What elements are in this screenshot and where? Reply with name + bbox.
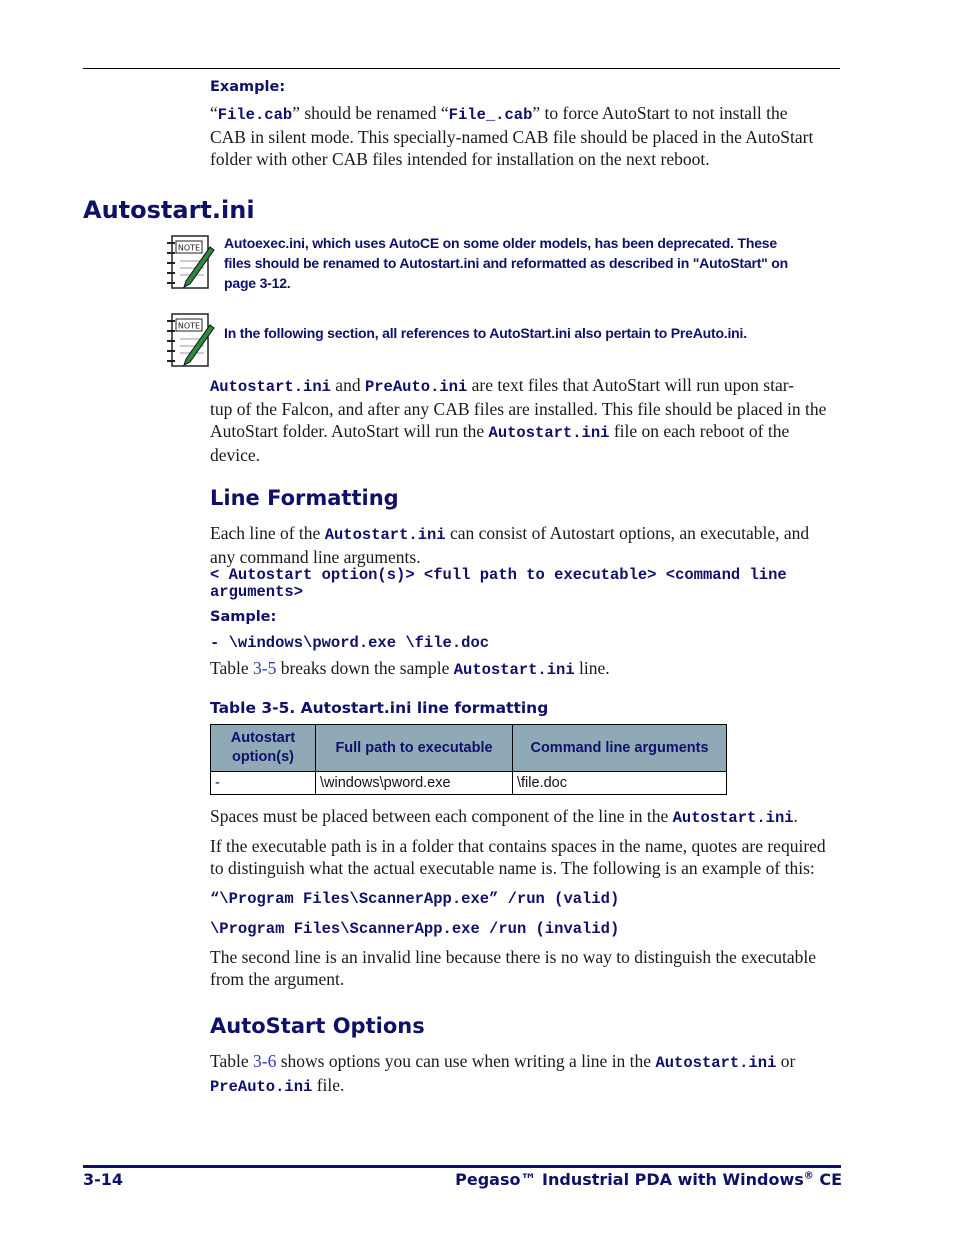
table-row xyxy=(211,772,727,795)
table-cell: \windows\pword.exe xyxy=(316,772,513,795)
note-text xyxy=(224,233,844,293)
quotes-paragraph xyxy=(210,835,850,879)
example-paragraph xyxy=(210,102,850,170)
table-caption: Table 3-5. Autostart.ini line formatting xyxy=(210,699,549,717)
top-rule xyxy=(83,68,840,69)
note-line: In the following section, all references to AutoStart.ini also pertain to PreAuto.ini. xyxy=(224,325,747,341)
table-reference-line: Table 3-5 breaks down the sample Autostart.ini line. xyxy=(210,658,610,679)
intro-line-2: tup of the Falcon, and after any CAB files are installed. This file should be placed in the xyxy=(210,399,827,419)
intro-line-4: device. xyxy=(210,445,261,465)
header-autostart-options: Autostart option(s) xyxy=(211,725,316,772)
section-title: Autostart.ini xyxy=(83,196,255,224)
table-3-6-link[interactable]: 3-6 xyxy=(253,1051,277,1071)
table-cell: - xyxy=(211,772,316,795)
line-formatting-paragraph xyxy=(210,522,845,568)
lf-line-2: any command line arguments. xyxy=(210,547,421,567)
note-line: Autoexec.ini, which uses AutoCE on some older models, has been deprecated. These xyxy=(224,235,777,251)
intro-line-3: AutoStart folder. AutoStart will run the Autostart.ini file on each reboot of the xyxy=(210,421,790,442)
invalid-line: The second line is an invalid line because there is no way to distinguish the executable xyxy=(210,947,817,967)
sample-code: - \windows\pword.exe \file.doc xyxy=(210,634,490,652)
note-icon xyxy=(164,311,216,369)
svg-text:NOTE: NOTE xyxy=(177,243,201,253)
options-line-2: PreAuto.ini file. xyxy=(210,1075,345,1096)
autostart-options-heading: AutoStart Options xyxy=(210,1014,425,1038)
footer-title: Pegaso™ Industrial PDA with Windows® CE xyxy=(455,1170,842,1189)
invalid-explanation-paragraph xyxy=(210,946,850,990)
syntax-line: arguments> xyxy=(210,583,304,601)
example-line-3: folder with other CAB files intended for installation on the next reboot. xyxy=(210,149,710,169)
note-line: page 3-12. xyxy=(224,275,291,291)
options-paragraph xyxy=(210,1050,850,1098)
example-line-1: “File.cab” should be renamed “File_.cab” to force AutoStart to not install the xyxy=(210,103,788,124)
example-line-2: CAB in silent mode. This specially-named CAB file should be placed in the AutoStart xyxy=(210,127,814,147)
table-cell: \file.doc xyxy=(513,772,727,795)
sample-label: Sample: xyxy=(210,609,277,625)
lf-line-1: Each line of the Autostart.ini can consist of Autostart options, an executable, and xyxy=(210,523,810,544)
quotes-line: If the executable path is in a folder that contains spaces in the name, quotes are required xyxy=(210,836,826,856)
header-full-path: Full path to executable xyxy=(316,725,513,772)
example-label: Example: xyxy=(210,79,286,95)
syntax-line: < Autostart option(s)> <full path to executable> <command line xyxy=(210,566,787,584)
options-line-1: Table 3-6 shows options you can use when writing a line in the Autostart.ini or xyxy=(210,1051,796,1072)
note-icon xyxy=(164,233,216,291)
intro-line-1: Autostart.ini and PreAuto.ini are text files that AutoStart will run upon star- xyxy=(210,375,795,396)
line-formatting-table xyxy=(210,724,727,795)
table-header-row xyxy=(211,725,727,772)
bottom-rule xyxy=(83,1165,841,1168)
intro-paragraph xyxy=(210,374,845,466)
quotes-line: to distinguish what the actual executable name is. The following is an example of this: xyxy=(210,858,815,878)
syntax-block xyxy=(210,567,787,601)
header-command-line-arguments: Command line arguments xyxy=(513,725,727,772)
note-line: files should be renamed to Autostart.ini and reformatted as described in "AutoStart" on xyxy=(224,255,788,271)
page-number: 3-14 xyxy=(83,1170,124,1189)
invalid-line: from the argument. xyxy=(210,969,345,989)
spaces-paragraph: Spaces must be placed between each component of the line in the Autostart.ini. xyxy=(210,806,798,827)
line-formatting-heading: Line Formatting xyxy=(210,486,399,510)
svg-text:NOTE: NOTE xyxy=(177,321,201,331)
code-invalid-example: \Program Files\ScannerApp.exe /run (invalid) xyxy=(210,920,620,938)
note-text xyxy=(224,323,844,343)
code-valid-example: “\Program Files\ScannerApp.exe” /run (valid) xyxy=(210,890,620,908)
table-3-5-link[interactable]: 3-5 xyxy=(253,658,277,678)
